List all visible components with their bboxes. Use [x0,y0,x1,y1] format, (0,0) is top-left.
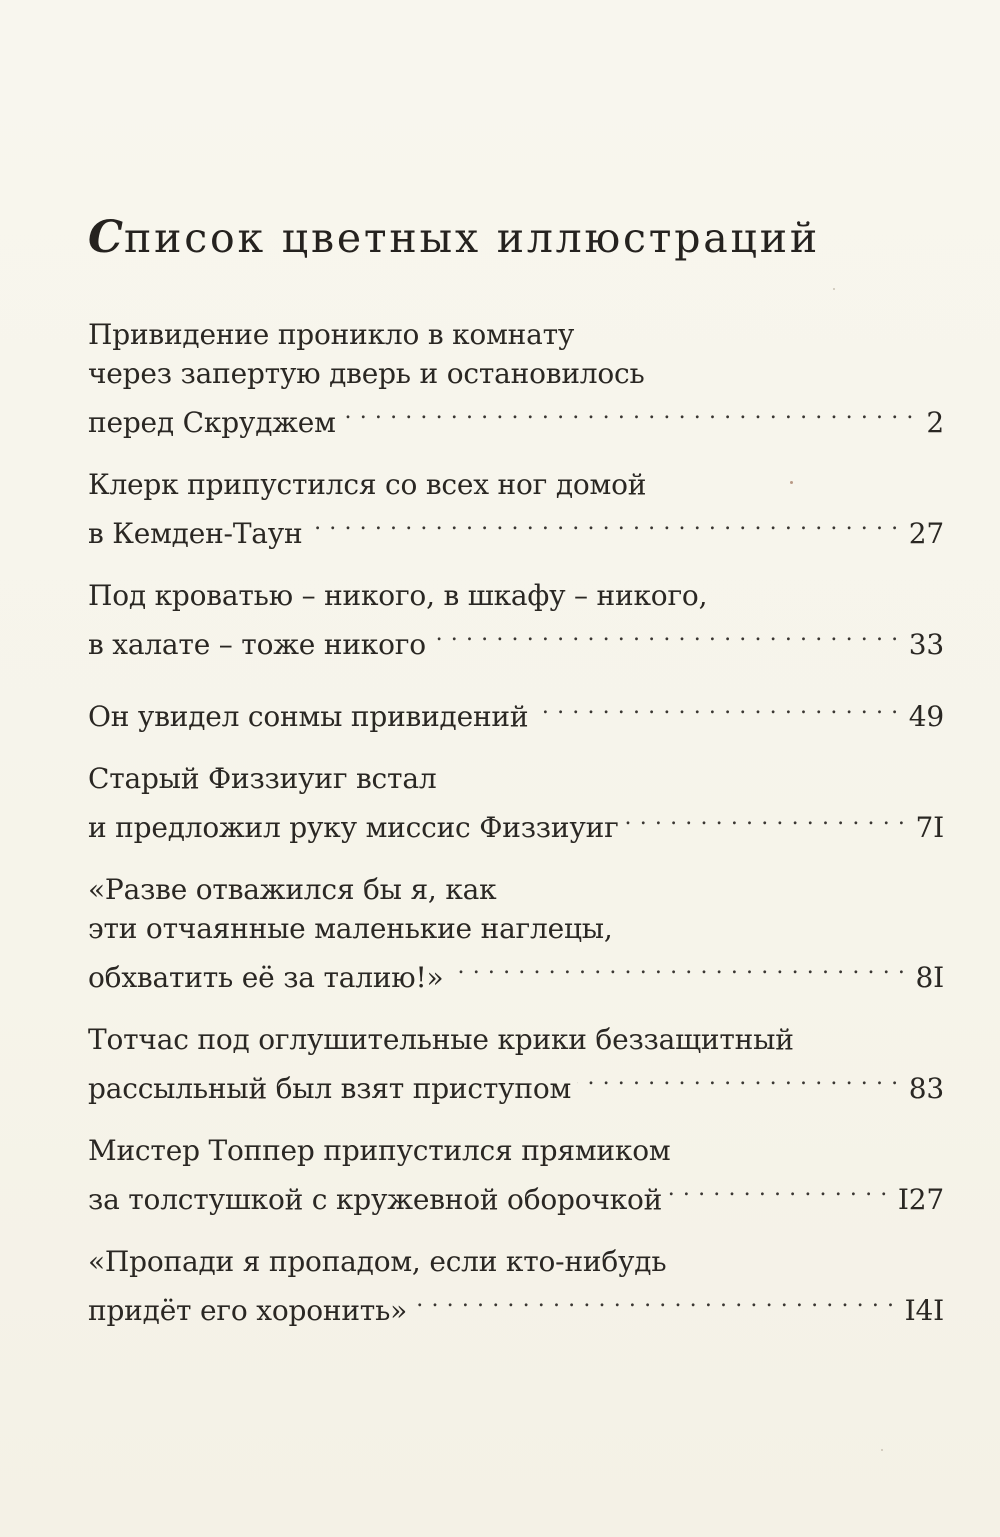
list-item [88,688,944,733]
page-number: 49 [908,700,944,733]
entry-caption-line: в халате – тоже никого [88,627,426,661]
entry-caption-line: Тотчас под оглушительные крики беззащитный [88,1022,794,1056]
list-item [88,466,944,550]
entry-caption-line: эти отчаянные маленькие наглецы, [88,911,613,945]
entry-caption-line: и предложил руку миссис Физзиуиг [88,811,619,844]
entry-caption-line: перед Скруджем [88,405,336,439]
list-item [88,1021,944,1105]
title-text: писок цветных иллюстраций [124,214,820,262]
entry-caption-line: Под кроватью – никого, в шкафу – никого, [88,578,708,612]
list-item [88,1132,944,1216]
illustrations-list [88,316,944,1354]
dot-leader [534,688,898,727]
entry-caption-line: через запертую дверь и остановилось [88,356,645,390]
entry-caption-line: придёт его хоронить» [88,1293,408,1327]
entry-caption-line: Привидение проникло в комнату [88,318,575,351]
entry-last-line [88,688,944,733]
dot-leader [668,1170,888,1209]
list-item [88,760,944,844]
paper-speck [833,288,835,290]
paper-speck [881,1449,883,1451]
dot-leader [577,1059,899,1098]
entry-last-line [88,1170,944,1216]
page-number: 27 [908,516,944,550]
entry-caption-line: Он увидел сонмы привидений [88,700,529,733]
list-item [88,316,944,439]
title-dropcap: С [88,212,124,263]
page-number: 8I [915,960,944,994]
entry-last-line [88,1281,944,1327]
entry-last-line [88,1059,944,1105]
entry-caption-line: Клерк припустился со всех ног домой [88,467,647,501]
entry-caption-line: за толстушкой с кружевной оборочкой [88,1182,663,1216]
dot-leader [449,948,905,987]
dot-leader [432,615,899,654]
page-number: 33 [908,627,944,661]
entry-caption-line: Мистер Топпер припустился прямиком [88,1133,671,1167]
entry-caption-line: обхватить её за талию!» [88,960,444,994]
entry-last-line [88,615,944,661]
entry-caption-line: «Пропади я пропадом, если кто-нибудь [88,1244,667,1278]
entry-caption-line: рассыльный был взят приступом [88,1071,572,1105]
list-item [88,577,944,661]
dot-leader [342,393,914,432]
dot-leader [413,1281,895,1320]
entry-caption-line: «Разве отважился бы я, как [88,873,497,906]
page-number: 7I [915,811,944,844]
paper-speck [790,481,793,484]
page-title [88,208,968,268]
entry-last-line [88,799,944,844]
page-number: I4I [904,1293,944,1327]
entry-last-line [88,504,944,550]
page-number: I27 [897,1182,944,1216]
page-number: 83 [908,1071,944,1105]
entry-last-line [88,393,944,439]
dot-leader [309,504,899,543]
entry-last-line [88,948,944,994]
dot-leader [625,799,906,838]
entry-caption-line: Старый Физзиуиг встал [88,762,437,795]
entry-caption-line: в Кемден-Таун [88,516,303,550]
list-item [88,1243,944,1327]
list-item [88,871,944,994]
page-number: 2 [926,405,944,439]
